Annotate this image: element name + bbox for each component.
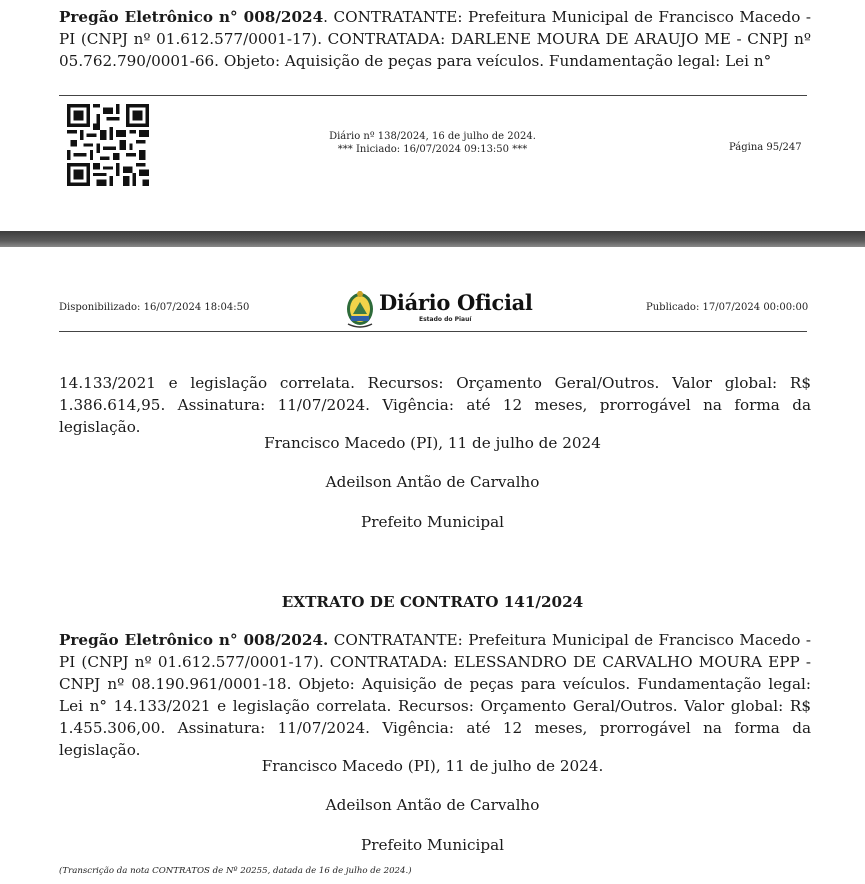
pregao-lead: Pregão Eletrônico n° 008/2024 — [59, 8, 324, 26]
previous-page — [0, 0, 865, 231]
page-separator — [0, 231, 865, 247]
pregao-text: . CONTRATANTE: Prefeitura Municipal de Francisco Macedo - PI (CNPJ nº 01.612.577/0001-17). CONTRATADA: DARLENE MOURA DE ARAUJO ME - CNPJ nº 05.762.790/0001-66. Objeto: Aquisição de peças para veículos. Fundamentação legal: Lei n° — [59, 8, 811, 70]
diario-oficial-logo — [345, 288, 533, 328]
disponibilizado-date: Disponibilizado: 16/07/2024 18:04:50 — [59, 302, 250, 313]
publicado-date: Publicado: 17/07/2024 00:00:00 — [646, 302, 809, 313]
piaui-coat-of-arms-icon — [345, 288, 375, 328]
pregao-lead-2: Pregão Eletrônico n° 008/2024. — [59, 631, 329, 649]
logo-subtitle: Estado do Piauí — [419, 316, 472, 323]
footer-divider — [59, 95, 807, 96]
signer-role-1: Prefeito Municipal — [361, 513, 504, 531]
pregao-text-2: CONTRATANTE: Prefeitura Municipal de Francisco Macedo - PI (CNPJ nº 01.612.577/0001-17). CONTRATADA: ELESSANDRO DE CARVALHO MOURA EPP - CNPJ nº 08.190.961/0001-18. Objeto: Aquisição de peças para veículos. Fundamentação legal: Lei n° 14.133/2021 e legislação correlata. Recursos: Orçamento Geral/Outros. Valor global: R$ 1.455.306,00. Assinatura: 11/07/2024. Vigência: até 12 meses, prorrogável na forma da legislação. — [59, 631, 812, 759]
current-page — [0, 247, 865, 884]
transcription-note: (Transcrição da nota CONTRATOS de Nº 20255, datada de 16 de julho de 2024.) — [59, 866, 412, 876]
extrato-title: EXTRATO DE CONTRATO 141/2024 — [281, 593, 584, 611]
signer-name-1: Adeilson Antão de Carvalho — [325, 473, 540, 491]
contract-paragraph-continued: 14.133/2021 e legislação correlata. Recursos: Orçamento Geral/Outros. Valor global: R$ 1.386.614,95. Assinatura: 11/07/2024. Vigência: até 12 meses, prorrogável na forma da legislação. — [59, 374, 811, 436]
place-date-2: Francisco Macedo (PI), 11 de julho de 2024. — [261, 757, 604, 775]
signer-name-2: Adeilson Antão de Carvalho — [325, 796, 540, 814]
place-date-1: Francisco Macedo (PI), 11 de julho de 2024 — [264, 434, 601, 452]
diario-started: *** Iniciado: 16/07/2024 09:13:50 *** — [337, 144, 528, 155]
contract-paragraph-top — [59, 6, 811, 72]
logo-title: Diário Oficial — [379, 290, 533, 315]
page-number: Página 95/247 — [729, 142, 802, 153]
diario-number-date: Diário nº 138/2024, 16 de julho de 2024. — [329, 131, 536, 142]
signer-role-2: Prefeito Municipal — [361, 836, 504, 854]
header-divider — [59, 331, 807, 332]
contract-paragraph-2 — [59, 629, 811, 761]
